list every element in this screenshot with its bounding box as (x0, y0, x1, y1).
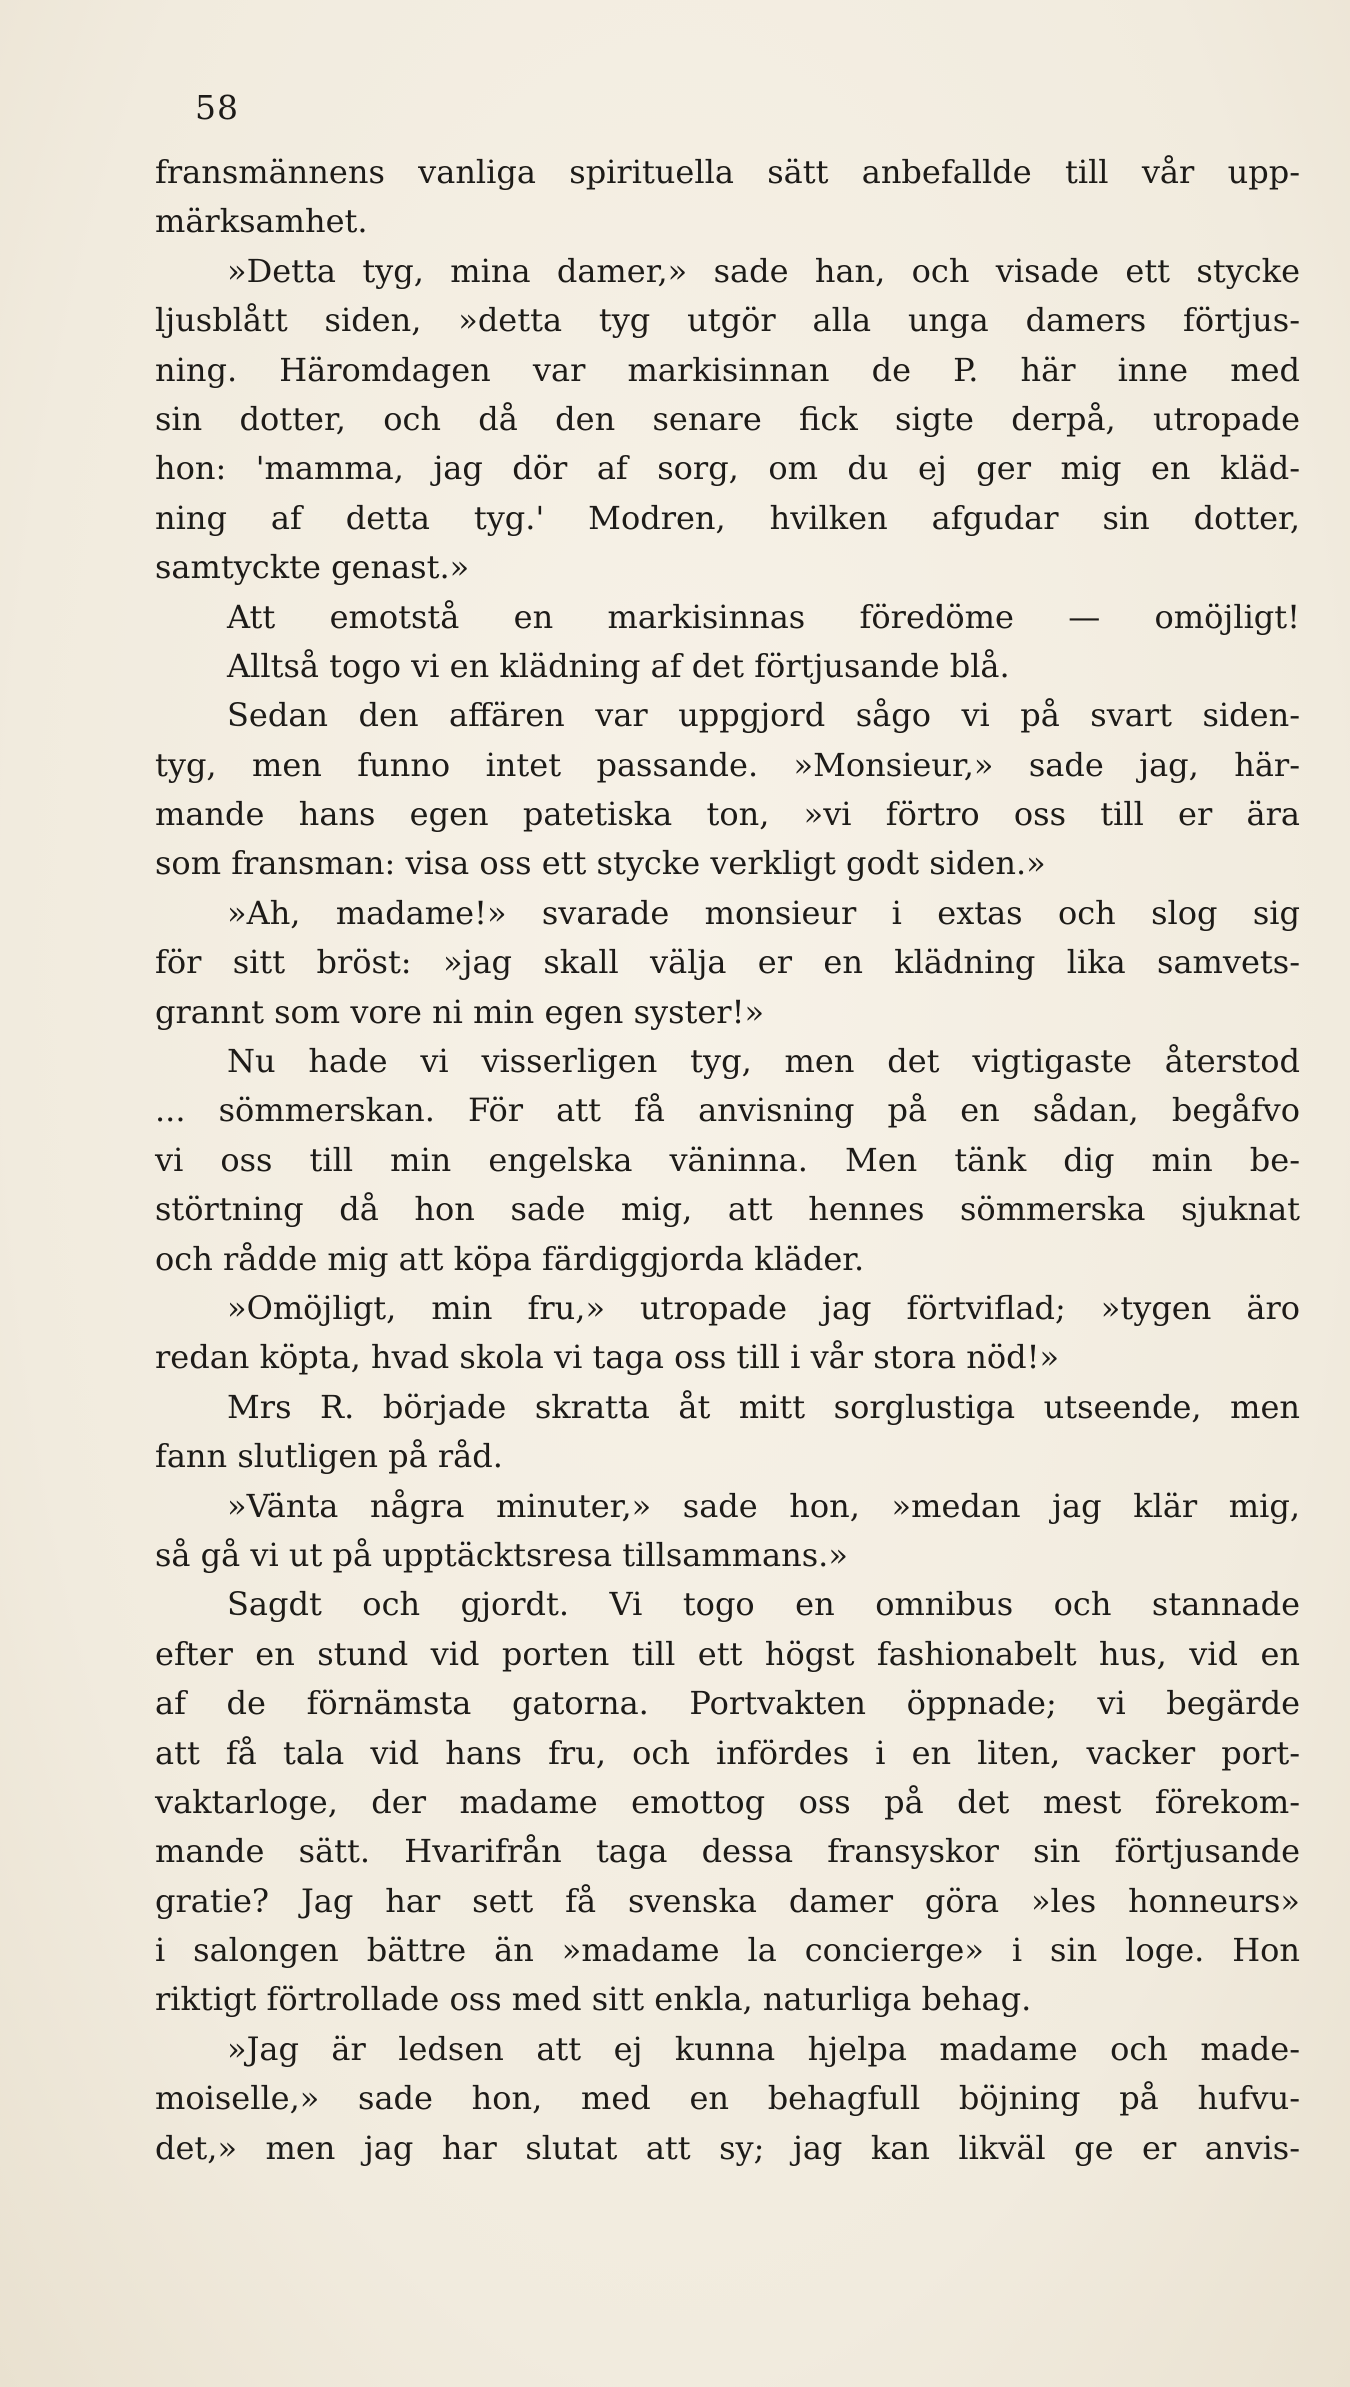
text-line: riktigt förtrollade oss med sitt enkla, naturliga behag. (155, 1980, 1032, 2019)
text-line: fann slutligen på råd. (155, 1437, 503, 1476)
text-line: det,» men jag har slutat att sy; jag kan likväl ge er anvis- (155, 2128, 1300, 2167)
text-line: »Omöjligt, min fru,» utropade jag förtviflad; »tygen äro (227, 1288, 1300, 1327)
text-line: »Ah, madame!» svarade monsieur i extas och slog sig (227, 893, 1300, 932)
text-line: efter en stund vid porten till ett högst fashionabelt hus, vid en (155, 1634, 1300, 1673)
text-line: att få tala vid hans fru, och infördes i en liten, vacker port- (155, 1733, 1300, 1772)
text-line: »Jag är ledsen att ej kunna hjelpa madame och made- (227, 2029, 1300, 2068)
text-line: Sagdt och gjordt. Vi togo en omnibus och stannade (227, 1585, 1300, 1624)
text-line: gratie? Jag har sett få svenska damer göra »les honneurs» (155, 1881, 1300, 1920)
text-line: ... sömmerskan. För att få anvisning på en sådan, begåfvo (155, 1091, 1300, 1130)
text-line: grannt som vore ni min egen syster!» (155, 992, 765, 1031)
text-line: Nu hade vi visserligen tyg, men det vigtigaste återstod (227, 1042, 1300, 1081)
text-line: som fransman: visa oss ett stycke verkligt godt siden.» (155, 844, 1046, 883)
text-line: ning. Häromdagen var markisinnan de P. här inne med (155, 350, 1300, 389)
text-line: för sitt bröst: »jag skall välja er en klädning lika samvets- (155, 943, 1300, 982)
text-line: Mrs R. började skratta åt mitt sorglustiga utseende, men (227, 1387, 1300, 1426)
text-line: fransmännens vanliga spirituella sätt anbefallde till vår upp- (155, 153, 1300, 191)
text-line: moiselle,» sade hon, med en behagfull böjning på hufvu- (155, 2079, 1300, 2118)
text-line: vaktarloge, der madame emottog oss på det mest förekom- (155, 1782, 1300, 1821)
text-line: Sedan den affären var uppgjord sågo vi på svart siden- (227, 696, 1300, 735)
text-line: ljusblått siden, »detta tyg utgör alla unga damers förtjus- (155, 301, 1300, 340)
text-line: mande hans egen patetiska ton, »vi förtro oss till er ära (155, 795, 1300, 834)
text-line: »Vänta några minuter,» sade hon, »medan jag klär mig, (227, 1486, 1300, 1525)
text-line: af de förnämsta gatorna. Portvakten öppnade; vi begärde (155, 1684, 1300, 1723)
page-number: 58 (195, 88, 239, 127)
text-line: redan köpta, hvad skola vi taga oss till i vår stora nöd!» (155, 1338, 1060, 1377)
text-line: mande sätt. Hvarifrån taga dessa fransyskor sin förtjusande (155, 1832, 1300, 1871)
text-line: tyg, men funno intet passande. »Monsieur,» sade jag, här- (155, 745, 1300, 784)
text-line: hon: 'mamma, jag dör af sorg, om du ej ger mig en kläd- (155, 449, 1300, 488)
text-line: samtyckte genast.» (155, 548, 470, 587)
text-line: »Detta tyg, mina damer,» sade han, och visade ett stycke (227, 251, 1300, 290)
text-line: och rådde mig att köpa färdiggjorda kläder. (155, 1239, 865, 1278)
text-line: Alltså togo vi en klädning af det förtjusande blå. (227, 646, 1010, 685)
text-line: Att emotstå en markisinnas föredöme — omöjligt! (227, 597, 1300, 636)
text-line: så gå vi ut på upptäcktsresa tillsammans.» (155, 1535, 848, 1574)
body-text (155, 148, 1300, 2173)
text-line: vi oss till min engelska väninna. Men tänk dig min be- (155, 1140, 1300, 1179)
text-line: märksamhet. (155, 202, 368, 241)
text-line: störtning då hon sade mig, att hennes sömmerska sjuknat (155, 1190, 1300, 1229)
text-line: sin dotter, och då den senare fick sigte derpå, utropade (155, 399, 1300, 438)
text-line: i salongen bättre än »madame la concierge» i sin loge. Hon (155, 1931, 1300, 1970)
text-line: ning af detta tyg.' Modren, hvilken afgudar sin dotter, (155, 498, 1300, 537)
